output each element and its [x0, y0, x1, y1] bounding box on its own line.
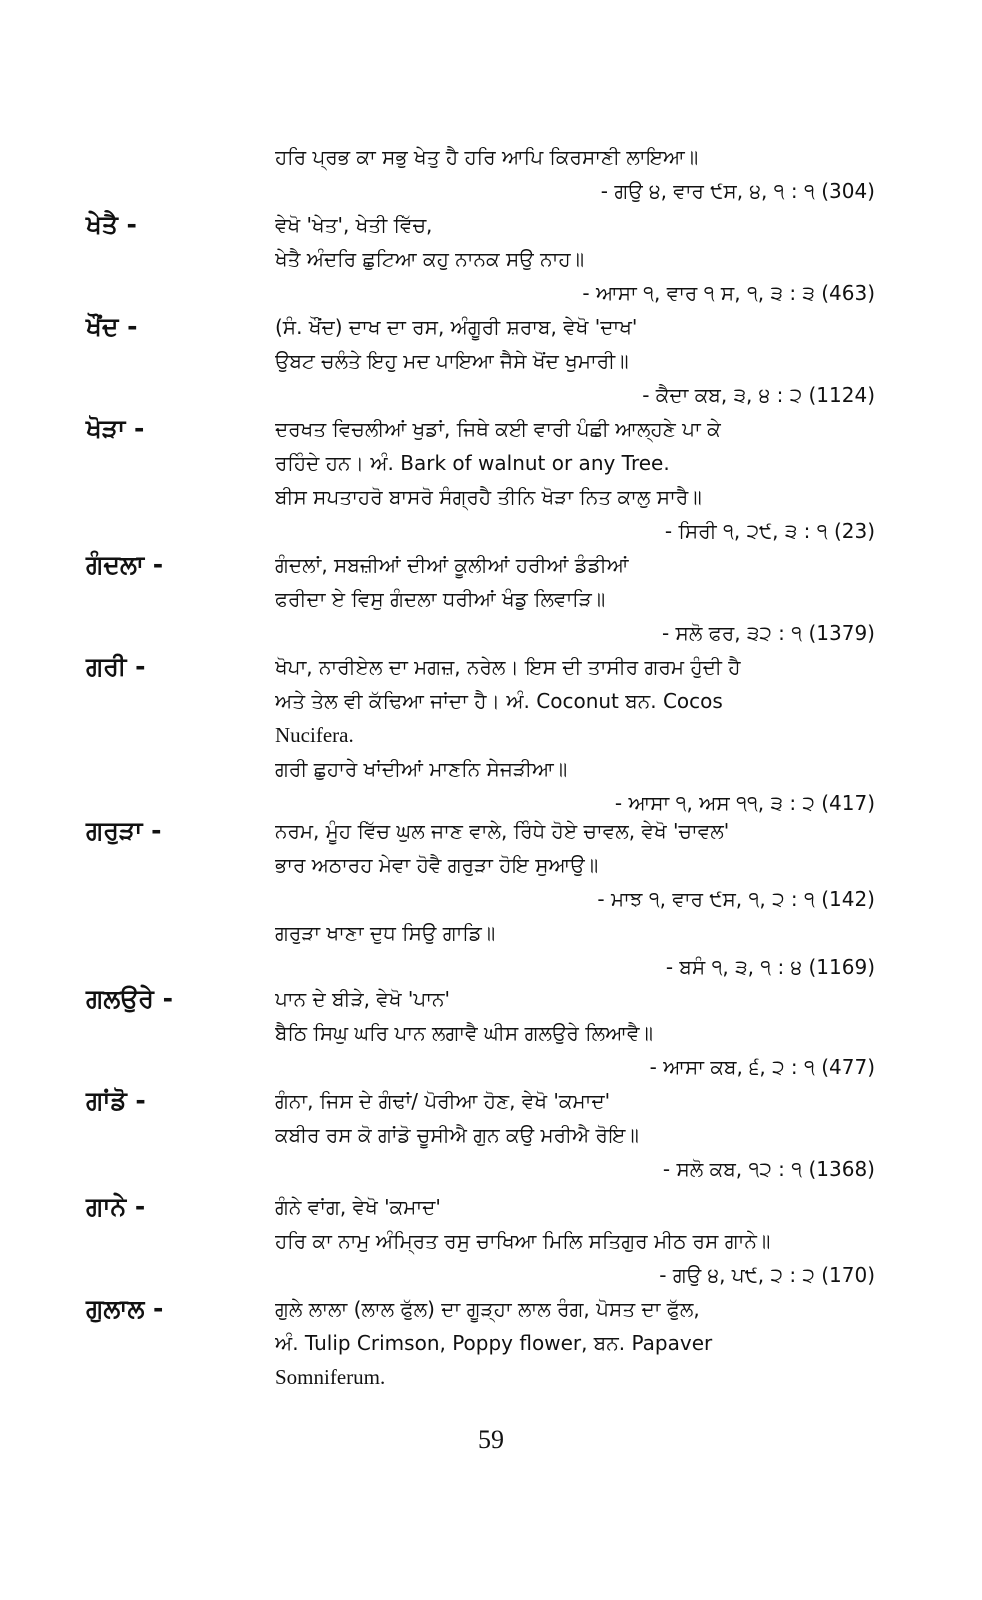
headword: ਗਾਨੇ -	[86, 1192, 146, 1221]
definition-line: Somniferum.	[275, 1365, 386, 1389]
quote-line: ਬੈਠਿ ਸਿਘੁ ਘਰਿ ਪਾਨ ਲਗਾਵੈ ਘੀਸ ਗਲਉਰੇ ਲਿਆਵੈ॥	[275, 1021, 653, 1045]
headword: ਗਲਉਰੇ -	[86, 984, 173, 1013]
definition-line: ਨਰਮ, ਮੂੰਹ ਵਿੱਚ ਘੁਲ ਜਾਣ ਵਾਲੇ, ਰਿੰਧੇ ਹੋਏ ਚਾਵਲ, ਵੇਖੋ 'ਚਾਵਲ'	[275, 819, 730, 843]
citation: - ਆਸਾ ਕਬ, ੬, ੨ : ੧ (477)	[649, 1055, 875, 1079]
definition-line: Nucifera.	[275, 723, 354, 747]
definition-line: ਅੰ. Tulip Crimson, Poppy flower, ਬਨ. Papaver	[275, 1331, 713, 1355]
definition-line: ਅਤੇ ਤੇਲ ਵੀ ਕੱਢਿਆ ਜਾਂਦਾ ਹੈ। ਅੰ. Coconut ਬਨ. Cocos	[275, 689, 723, 713]
entry-body	[275, 310, 885, 412]
entry-body	[275, 1084, 885, 1186]
citation: - ਸਲੋ ਫਰ, ੩੨ : ੧ (1379)	[661, 621, 875, 645]
quote-line: ਖੇਤੈ ਅੰਦਰਿ ਛੁਟਿਆ ਕਹੁ ਨਾਨਕ ਸਉ ਨਾਹ॥	[275, 247, 585, 271]
entry-body	[275, 814, 885, 984]
definition-line: ਗੰਦਲਾਂ, ਸਬਜ਼ੀਆਂ ਦੀਆਂ ਕੂਲੀਆਂ ਹਰੀਆਂ ਡੰਡੀਆਂ	[275, 553, 629, 577]
page-number: 59	[478, 1425, 504, 1454]
entry-body	[275, 1190, 885, 1292]
entry-body	[275, 548, 885, 650]
definition-line: ਗੰਨਾ, ਜਿਸ ਦੇ ਗੰਢਾਂ/ ਪੋਰੀਆ ਹੋਣ, ਵੇਖੋ 'ਕਮਾਦ'	[275, 1089, 611, 1113]
quote-line: ਗਰੀ ਛੁਹਾਰੇ ਖਾਂਦੀਆਂ ਮਾਣਨਿ ਸੇਜੜੀਆ॥	[275, 757, 568, 781]
citation: - ਆਸਾ ੧, ਵਾਰ ੧ ਸ, ੧, ੩ : ੩ (463)	[582, 281, 875, 305]
quote-line: ਹਰਿ ਪ੍ਰਭ ਕਾ ਸਭੁ ਖੇਤੁ ਹੈ ਹਰਿ ਆਪਿ ਕਿਰਸਾਣੀ ਲਾਇਆ॥	[275, 145, 699, 169]
definition-line: ਪਾਨ ਦੇ ਬੀੜੇ, ਵੇਖੋ 'ਪਾਨ'	[275, 987, 451, 1011]
headword: ਗੁਲਾਲ -	[86, 1294, 164, 1323]
quote-line: ਉਬਟ ਚਲੰਤੇ ਇਹੁ ਮਦ ਪਾਇਆ ਜੈਸੇ ਖੋਂਦ ਖੁਮਾਰੀ॥	[275, 349, 629, 373]
citation: - ਗਉ ੪, ਵਾਰ ੯ਸ, ੪, ੧ : ੧ (304)	[600, 179, 875, 203]
headword: ਗਰੁੜਾ -	[86, 816, 162, 845]
entry-body	[275, 140, 885, 208]
quote-line: ਹਰਿ ਕਾ ਨਾਮੁ ਅੰਮ੍ਰਿਤ ਰਸੁ ਚਾਖਿਆ ਮਿਲਿ ਸਤਿਗੁਰ ਮੀਠ ਰਸ ਗਾਨੇ॥	[275, 1229, 771, 1253]
headword: ਖੇਤੈ -	[86, 210, 137, 239]
citation: - ਆਸਾ ੧, ਅਸ ੧੧, ੩ : ੨ (417)	[614, 791, 875, 815]
headword: ਖੌਂਦ -	[86, 312, 138, 341]
definition-line: ਗੰਨੇ ਵਾਂਗ, ਵੇਖੋ 'ਕਮਾਦ'	[275, 1195, 441, 1219]
entry-body	[275, 1292, 885, 1394]
definition-line: ਗੁਲੇ ਲਾਲਾ (ਲਾਲ ਫੁੱਲ) ਦਾ ਗੂੜ੍ਹਾ ਲਾਲ ਰੰਗ, ਪੋਸਤ ਦਾ ਫੁੱਲ,	[275, 1297, 700, 1321]
definition-line: ਰਹਿੰਦੇ ਹਨ। ਅੰ. Bark of walnut or any Tree.	[275, 451, 670, 475]
definition-line: (ਸੰ. ਖੌਂਦ) ਦਾਖ ਦਾ ਰਸ, ਅੰਗੂਰੀ ਸ਼ਰਾਬ, ਵੇਖੋ 'ਦਾਖ'	[275, 315, 638, 339]
definition-line: ਵੇਖੋ 'ਖੇਤ', ਖੇਤੀ ਵਿੱਚ,	[275, 213, 433, 237]
quote-line: ਫਰੀਦਾ ਏ ਵਿਸੁ ਗੰਦਲਾ ਧਰੀਆਂ ਖੰਡੁ ਲਿਵਾੜਿ॥	[275, 587, 606, 611]
citation: - ਸਿਰੀ ੧, ੨੯, ੩ : ੧ (23)	[664, 519, 875, 543]
quote-line: ਬੀਸ ਸਪਤਾਹਰੋ ਬਾਸਰੋ ਸੰਗ੍ਰਹੈ ਤੀਨਿ ਖੋੜਾ ਨਿਤ ਕਾਲੁ ਸਾਰੈ॥	[275, 485, 702, 509]
headword: ਗਾਂਡੋ -	[86, 1086, 146, 1115]
entry-body	[275, 650, 885, 820]
citation: - ਮਾਝ ੧, ਵਾਰ ੯ਸ, ੧, ੨ : ੧ (142)	[597, 887, 875, 911]
citation: - ਕੈਦਾ ਕਬ, ੩, ੪ : ੨ (1124)	[642, 383, 875, 407]
citation: - ਗਉ ੪, ਪ੯, ੨ : ੨ (170)	[659, 1263, 875, 1287]
citation: - ਸਲੋ ਕਬ, ੧੨ : ੧ (1368)	[662, 1157, 875, 1181]
entry-body	[275, 982, 885, 1084]
citation: - ਬਸੰ ੧, ੩, ੧ : ੪ (1169)	[665, 955, 875, 979]
definition-line: ਖੋਪਾ, ਨਾਰੀਏਲ ਦਾ ਮਗਜ਼, ਨਰੇਲ। ਇਸ ਦੀ ਤਾਸੀਰ ਗਰਮ ਹੁੰਦੀ ਹੈ	[275, 655, 741, 679]
definition-line: ਦਰਖਤ ਵਿਚਲੀਆਂ ਖੁਡਾਂ, ਜਿਥੇ ਕਈ ਵਾਰੀ ਪੰਛੀ ਆਲ੍ਹਣੇ ਪਾ ਕੇ	[275, 417, 721, 441]
quote-line: ਗਰੁੜਾ ਖਾਣਾ ਦੁਧ ਸਿਉ ਗਾਡਿ॥	[275, 921, 496, 945]
quote-line: ਕਬੀਰ ਰਸ ਕੋ ਗਾਂਡੋ ਚੂਸੀਐ ਗੁਨ ਕਉ ਮਰੀਐ ਰੋਇ॥	[275, 1123, 639, 1147]
quote-line: ਭਾਰ ਅਠਾਰਹ ਮੇਵਾ ਹੋਵੈ ਗਰੁੜਾ ਹੋਇ ਸੁਆਉ॥	[275, 853, 599, 877]
headword: ਗਰੀ -	[86, 652, 146, 681]
entry-body	[275, 412, 885, 548]
entry-body	[275, 208, 885, 310]
headword: ਖੋੜਾ -	[86, 414, 145, 443]
headword: ਗੰਦਲਾ -	[86, 550, 164, 579]
